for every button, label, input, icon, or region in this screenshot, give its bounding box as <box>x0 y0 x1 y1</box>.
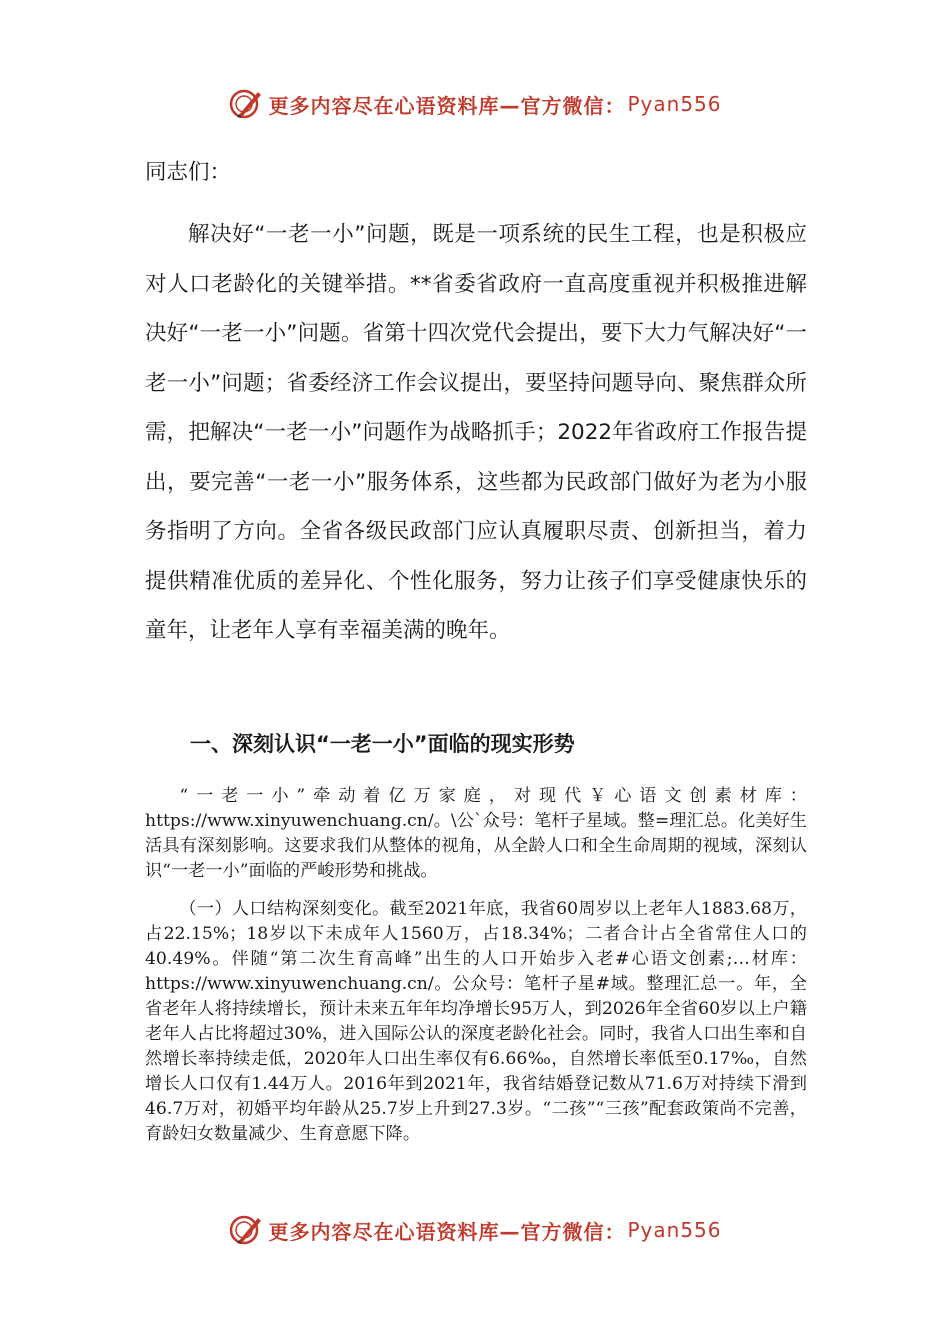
pen-logo-icon <box>228 86 264 122</box>
banner-wechat-id: Pyan556 <box>627 1218 722 1242</box>
header-banner <box>0 84 950 124</box>
banner-text: 更多内容尽在心语资料库—官方微信： <box>268 93 626 118</box>
banner-text: 更多内容尽在心语资料库—官方微信： <box>268 1219 626 1244</box>
intro-paragraph: 解决好“一老一小”问题，既是一项系统的民生工程，也是积极应对人口老龄化的关键举措。**省委省政府一直高度重视并积极推进解决好“一老一小”问题。省第十四次党代会提出，要下大力气解决好“一老一小”问题；省委经济工作会议提出，要坚持问题导向、聚焦群众所需，把解决“一老一小”问题作为战略抓手；2022年省政府工作报告提出，要完善“一老一小”服务体系，这些都为民政部门做好为老为小服务指明了方向。全省各级民政部门应认真履职尽责、创新担当，着力提供精准优质的差异化、个性化服务，努力让孩子们享受健康快乐的童年，让老年人享有幸福美满的晚年。 <box>145 222 807 643</box>
banner-wechat-id: Pyan556 <box>627 92 722 116</box>
pen-logo-icon <box>228 1212 264 1248</box>
greeting: 同志们： <box>145 160 232 185</box>
section-paragraph: “一老一小”牵动着亿万家庭，对现代￥心语文创素材库：https://www.xinyuwenchuang.cn/。\公`众号：笔杆子星域。整=理汇总。化美好生活具有深刻影响。这要求我们从整体的视角，从全龄人口和全生命周期的视域，深刻认识“一老一小”面临的严峻形势和挑战。 <box>145 786 807 881</box>
subsection-paragraph: （一）人口结构深刻变化。截至2021年底，我省60周岁以上老年人1883.68万，占22.15%；18岁以下未成年人1560万，占18.34%；二者合计占全省常住人口的40.49%。伴随“第二次生育高峰”出生的人口开始步入老#心语文创素;…材库：https://www.xinyuwenchuang.cn/。公众号：笔杆子星#域。整理汇总一。年，全省老年人将持续增长，预计未来五年年均净增长95万人，到2026年全省60岁以上户籍老年人占比将超过30%，进入国际公认的深度老龄化社会。同时，我省人口出生率和自然增长率持续走低，2020年人口出生率仅有6.66‰，自然增长率低至0.17‰，自然增长人口仅有1.44万人。2016年到2021年，我省结婚登记数从71.6万对持续下滑到46.7万对，初婚平均年龄从25.7岁上升到27.3岁。“二孩”“三孩”配套政策尚不完善，育龄妇女数量减少、生育意愿下降。 <box>145 899 807 1144</box>
footer-banner <box>0 1210 950 1250</box>
section-heading: 一、深刻认识“一老一小”面临的现实形势 <box>190 732 575 756</box>
